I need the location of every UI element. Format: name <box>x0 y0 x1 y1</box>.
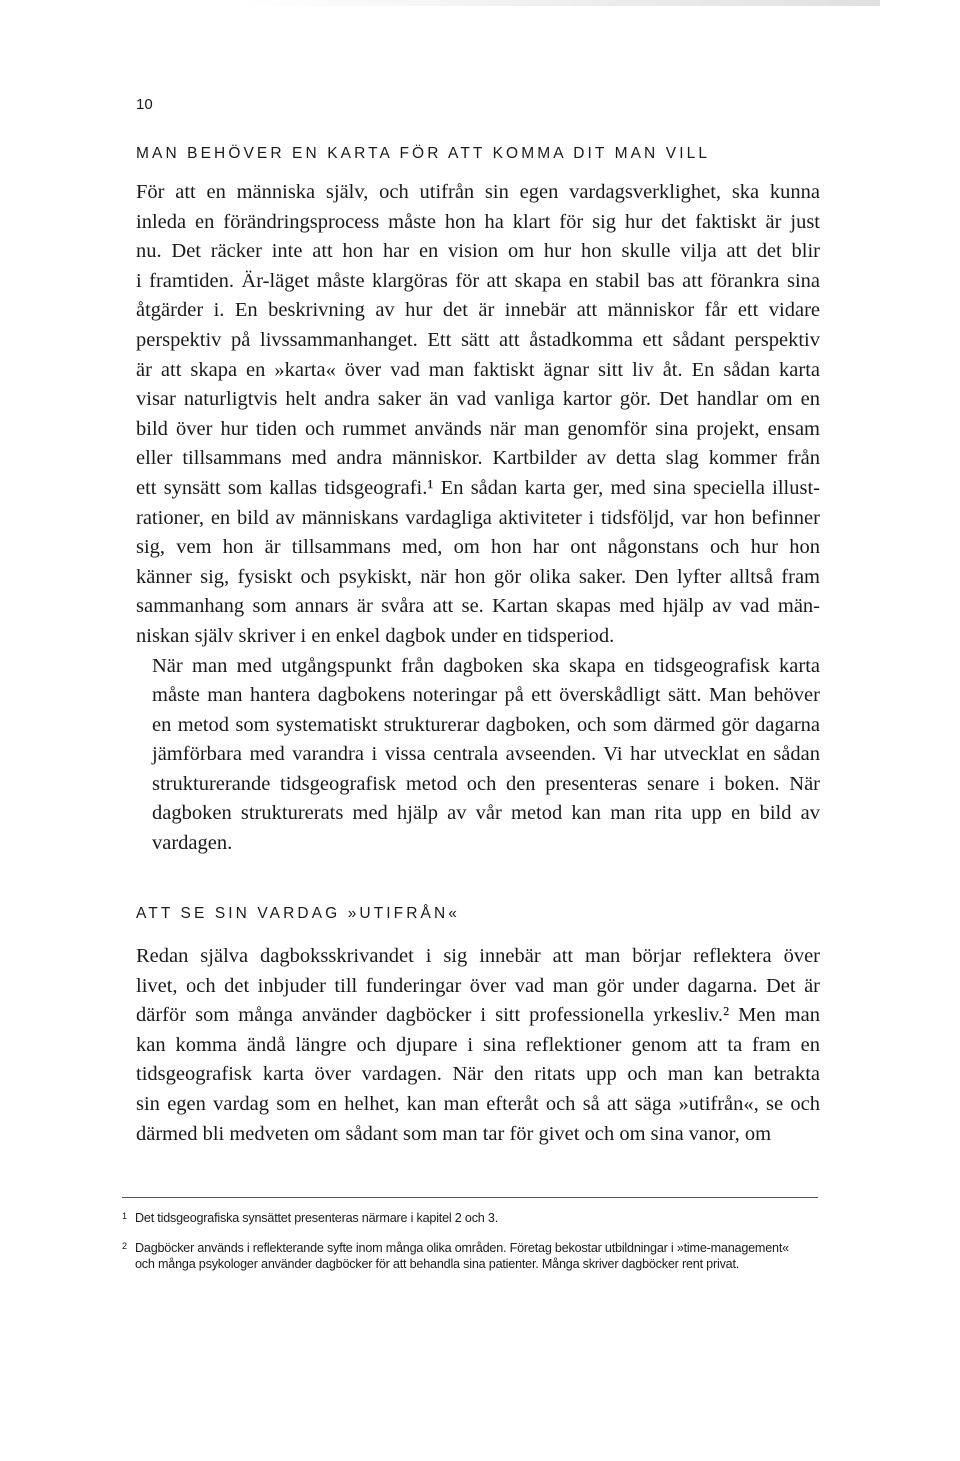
section-1-paragraph-1-line: perspektiv på livssammanhanget. Ett sätt att åstadkomma ett sådant perspektiv <box>136 328 820 351</box>
footnote-2 <box>122 1240 822 1272</box>
section-1-paragraph-1-line: För att en människa själv, och utifrån sin egen vardagsverklighet, ska kunna <box>136 181 820 203</box>
section-2-paragraph-1-line: därför som många använder dagböcker i sitt professionella yrkesliv.² Men man <box>136 1004 820 1027</box>
section-2-paragraph-1-line: därmed bli medveten om sådant som man tar för givet och om sina vanor, om <box>136 1122 772 1145</box>
section-heading-karta: MAN BEHÖVER EN KARTA FÖR ATT KOMMA DIT MAN VILL <box>136 145 711 162</box>
section-1-paragraph-1-line: är att skapa en »karta« över vad man faktiskt ägnar sitt liv åt. En sådan karta <box>136 358 820 381</box>
footnote-text: Dagböcker används i reflekterande syfte inom många olika områden. Företag bekostar utbildningar i »time-management« <box>135 1241 789 1255</box>
footnote-marker: 2 <box>122 1241 127 1251</box>
section-2-paragraph-1 <box>136 942 820 1149</box>
section-2-paragraph-1-line: kan komma ändå längre och djupare i sina reflektioner genom att ta fram en <box>136 1033 820 1056</box>
section-1-paragraph-1-line: sig, vem hon är tillsammans med, om hon har ont någonstans och hur hon <box>136 536 820 559</box>
footnote-text-continued: och många psykologer använder dagböcker för att behandla sina patienter. Många skriver dagböcker rent privat. <box>135 1257 740 1271</box>
section-1-paragraph-1-line: nu. Det räcker inte att hon har en vision om hur hon skulle vilja att det blir <box>136 240 820 263</box>
section-2-paragraph-1-line: Redan själva dagboksskrivandet i sig innebär att man börjar reflektera över <box>136 945 820 967</box>
section-1-paragraph-1-line: niskan själv skriver i en enkel dagbok under en tidsperiod. <box>136 624 615 647</box>
footnote-marker: 1 <box>122 1211 127 1221</box>
section-1-paragraph-2-line: jämförbara med varandra i vissa centrala avseenden. Vi har utvecklat en sådan <box>152 743 820 766</box>
footnote-text: Det tidsgeografiska synsättet presenteras närmare i kapitel 2 och 3. <box>135 1211 499 1225</box>
footnote-divider <box>122 1197 818 1198</box>
section-1-paragraph-2-line: en metod som systematiskt strukturerar dagboken, och som därmed gör dagarna <box>152 713 820 736</box>
section-1-paragraph-2-line: strukturerande tidsgeografisk metod och den presenteras senare i boken. När <box>152 772 820 795</box>
footnotes <box>122 1210 822 1286</box>
section-1-paragraph-2-line: vardagen. <box>152 832 233 855</box>
section-1-paragraph-1-line: visar naturligtvis helt andra saker än vad vanliga kartor gör. Det handlar om en <box>136 388 820 411</box>
section-1-paragraph-1-line: åtgärder i. En beskrivning av hur det är innebär att människor får ett vidare <box>136 299 820 322</box>
section-1-paragraph-1-line: rationer, en bild av människans vardagliga aktiviteter i tidsföljd, var hon befinner <box>136 506 820 529</box>
section-2-paragraph-1-line: livet, och det inbjuder till funderingar över vad man gör under dagarna. Det är <box>136 974 820 997</box>
section-1-body <box>136 178 820 859</box>
section-1-paragraph-2-line: När man med utgångspunkt från dagboken ska skapa en tidsgeografisk karta <box>152 654 820 677</box>
section-1-paragraph-1 <box>136 178 820 652</box>
section-1-paragraph-2-line: måste man hantera dagbokens noteringar på ett överskådligt sätt. Man behöver <box>152 684 820 707</box>
section-1-paragraph-1-line: känner sig, fysiskt och psykiskt, när hon gör olika saker. Den lyfter alltså fram <box>136 565 820 588</box>
section-1-paragraph-1-line: i framtiden. Är-läget måste klargöras för att skapa en stabil bas att förankra sina <box>136 269 820 292</box>
section-1-paragraph-1-line: ett synsätt som kallas tidsgeografi.¹ En sådan karta ger, med sina speciella illust- <box>136 476 820 499</box>
section-1-paragraph-2 <box>136 652 820 859</box>
section-1-paragraph-1-line: sammanhang som annars är svåra att se. Kartan skapas med hjälp av vad män- <box>136 595 820 618</box>
section-2-paragraph-1-line: sin egen vardag som en helhet, kan man efteråt och så att säga »utifrån«, se och <box>136 1092 820 1115</box>
section-1-paragraph-1-line: inleda en förändringsprocess måste hon ha klart för sig hur det faktiskt är just <box>136 210 820 233</box>
scan-edge-artifact <box>240 0 880 6</box>
footnote-1 <box>122 1210 822 1226</box>
section-1-paragraph-1-line: eller tillsammans med andra människor. Kartbilder av detta slag kommer från <box>136 447 820 470</box>
section-heading-utifran: ATT SE SIN VARDAG »UTIFRÅN« <box>136 905 460 922</box>
section-2-paragraph-1-line: tidsgeografisk karta över vardagen. När den ritats upp och man kan betrakta <box>136 1063 820 1086</box>
section-2-body <box>136 942 820 1149</box>
section-1-paragraph-1-line: bild över hur tiden och rummet används när man genomför sina projekt, ensam <box>136 417 820 440</box>
page-number: 10 <box>136 96 153 113</box>
section-1-paragraph-2-line: dagboken strukturerats med hjälp av vår metod kan man rita upp en bild av <box>152 802 820 825</box>
